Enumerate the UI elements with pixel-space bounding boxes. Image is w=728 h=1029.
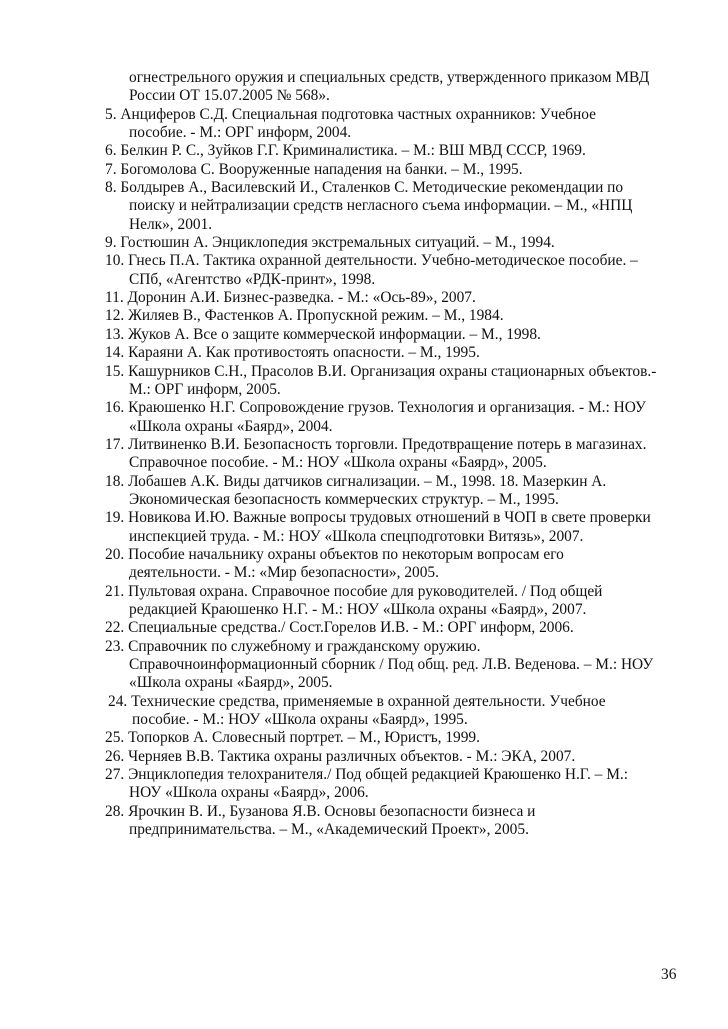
reference-line: 9. Гостюшин А. Энциклопедия экстремальных ситуаций. – М., 1994. <box>105 234 555 252</box>
reference-line: 11. Доронин А.И. Бизнес-разведка. - М.: «Ось-89», 2007. <box>105 289 476 307</box>
reference-line: 24. Технические средства, применяемые в охранной деятельности. Учебное <box>108 692 606 710</box>
reference-item <box>105 161 685 179</box>
reference-item <box>105 307 685 325</box>
reference-line: М.: ОРГ информ, 2005. <box>129 380 281 398</box>
reference-line: 16. Краюшенко Н.Г. Сопровождение грузов. Технология и организация. - М.: НОУ <box>105 399 646 417</box>
reference-line: СПб, «Агентство «РДК-принт», 1998. <box>129 270 376 288</box>
reference-line: 14. Караяни А. Как противостоять опасности. – М., 1995. <box>105 344 480 362</box>
reference-line: редакцией Краюшенко Н.Г. - М.: НОУ «Школа охраны «Баярд», 2007. <box>129 600 587 618</box>
reference-item <box>105 234 685 252</box>
reference-line: 13. Жуков А. Все о защите коммерческой информации. – М., 1998. <box>105 325 541 343</box>
reference-line: 12. Жиляев В., Фастенков А. Пропускной режим. – М., 1984. <box>105 307 504 325</box>
reference-item <box>105 583 685 620</box>
reference-line: 15. Кашурников С.Н., Прасолов В.И. Организация охраны стационарных объектов.- <box>105 362 657 380</box>
reference-line: 21. Пультовая охрана. Справочное пособие для руководителей. / Под общей <box>105 582 603 600</box>
reference-item <box>105 748 685 766</box>
reference-line: 17. Литвиненко В.И. Безопасность торговли. Предотвращение потерь в магазинах. <box>105 435 647 453</box>
reference-line: Нелк», 2001. <box>129 215 213 233</box>
page-number: 36 <box>661 966 677 983</box>
reference-item <box>105 638 685 693</box>
reference-line: 10. Гнесь П.А. Тактика охранной деятельности. Учебно-методическое пособие. – <box>105 252 638 270</box>
reference-line: НОУ «Школа охраны «Баярд», 2006. <box>129 784 369 802</box>
reference-line: инспекцией труда. - М.: НОУ «Школа спецподготовки Витязь», 2007. <box>129 527 584 545</box>
reference-line: предпринимательства. – М., «Академический Проект», 2005. <box>129 821 529 839</box>
reference-list <box>105 69 685 839</box>
reference-line: пособие. - М.: НОУ «Школа охраны «Баярд», 1995. <box>132 711 468 729</box>
reference-line: деятельности. - М.: «Мир безопасности», 2005. <box>129 564 439 582</box>
reference-item <box>105 106 685 143</box>
reference-line: 18. Лобашев А.К. Виды датчиков сигнализации. – М., 1998. 18. Мазеркин А. <box>105 472 607 490</box>
reference-line: пособие. - М.: ОРГ информ, 2004. <box>129 124 352 142</box>
reference-line: 20. Пособие начальнику охраны объектов по некоторым вопросам его <box>105 545 564 563</box>
reference-item <box>105 693 685 730</box>
reference-line: 6. Белкин Р. С., Зуйков Г.Г. Криминалистика. – М.: ВШ МВД СССР, 1969. <box>105 142 586 160</box>
reference-item <box>105 803 685 840</box>
reference-line: «Школа охраны «Баярд», 2005. <box>129 674 333 692</box>
reference-line: 22. Специальные средства./ Сост.Горелов И.В. - М.: ОРГ информ, 2006. <box>105 619 574 637</box>
reference-line: 23. Справочник по служебному и гражданскому оружию. <box>105 637 481 655</box>
reference-item <box>105 729 685 747</box>
reference-line: 28. Ярочкин В. И., Бузанова Я.В. Основы безопасности бизнеса и <box>105 802 536 820</box>
reference-item <box>105 69 685 106</box>
reference-line: 26. Черняев В.В. Тактика охраны различных объектов. - М.: ЭКА, 2007. <box>105 747 576 765</box>
reference-line: Справочное пособие. - М.: НОУ «Школа охраны «Баярд», 2005. <box>129 454 547 472</box>
reference-line: «Школа охраны «Баярд», 2004. <box>129 417 333 435</box>
reference-item <box>105 344 685 362</box>
reference-item <box>105 326 685 344</box>
reference-item <box>105 252 685 289</box>
reference-line: огнестрельного оружия и специальных средств, утвержденного приказом МВД <box>129 69 650 86</box>
reference-item <box>105 363 685 400</box>
reference-line: 19. Новикова И.Ю. Важные вопросы трудовых отношений в ЧОП в свете проверки <box>105 509 651 527</box>
reference-item <box>105 142 685 160</box>
reference-item <box>105 546 685 583</box>
reference-line: 27. Энциклопедия телохранителя./ Под общей редакцией Краюшенко Н.Г. – М.: <box>105 766 629 784</box>
reference-line: Экономическая безопасность коммерческих структур. – М., 1995. <box>129 490 559 508</box>
reference-line: 25. Топорков А. Словесный портрет. – М., Юристъ, 1999. <box>105 729 480 747</box>
reference-item <box>105 766 685 803</box>
reference-item <box>105 473 685 510</box>
reference-line: России ОТ 15.07.2005 № 568». <box>129 87 330 105</box>
reference-item <box>105 619 685 637</box>
reference-item <box>105 179 685 234</box>
reference-line: 5. Анциферов С.Д. Специальная подготовка частных охранников: Учебное <box>105 105 596 123</box>
reference-item <box>105 289 685 307</box>
reference-item <box>105 436 685 473</box>
reference-item <box>105 399 685 436</box>
reference-line: 8. Болдырев А., Василевский И., Сталенков С. Методические рекомендации по <box>105 179 624 197</box>
reference-line: поиску и нейтрализации средств негласного съема информации. – М., «НПЦ <box>129 197 633 215</box>
reference-item <box>105 509 685 546</box>
reference-line: 7. Богомолова С. Вооруженные нападения на банки. – М., 1995. <box>105 160 523 178</box>
reference-line: Справочноинформационный сборник / Под общ. ред. Л.В. Веденова. – М.: НОУ <box>129 656 654 673</box>
